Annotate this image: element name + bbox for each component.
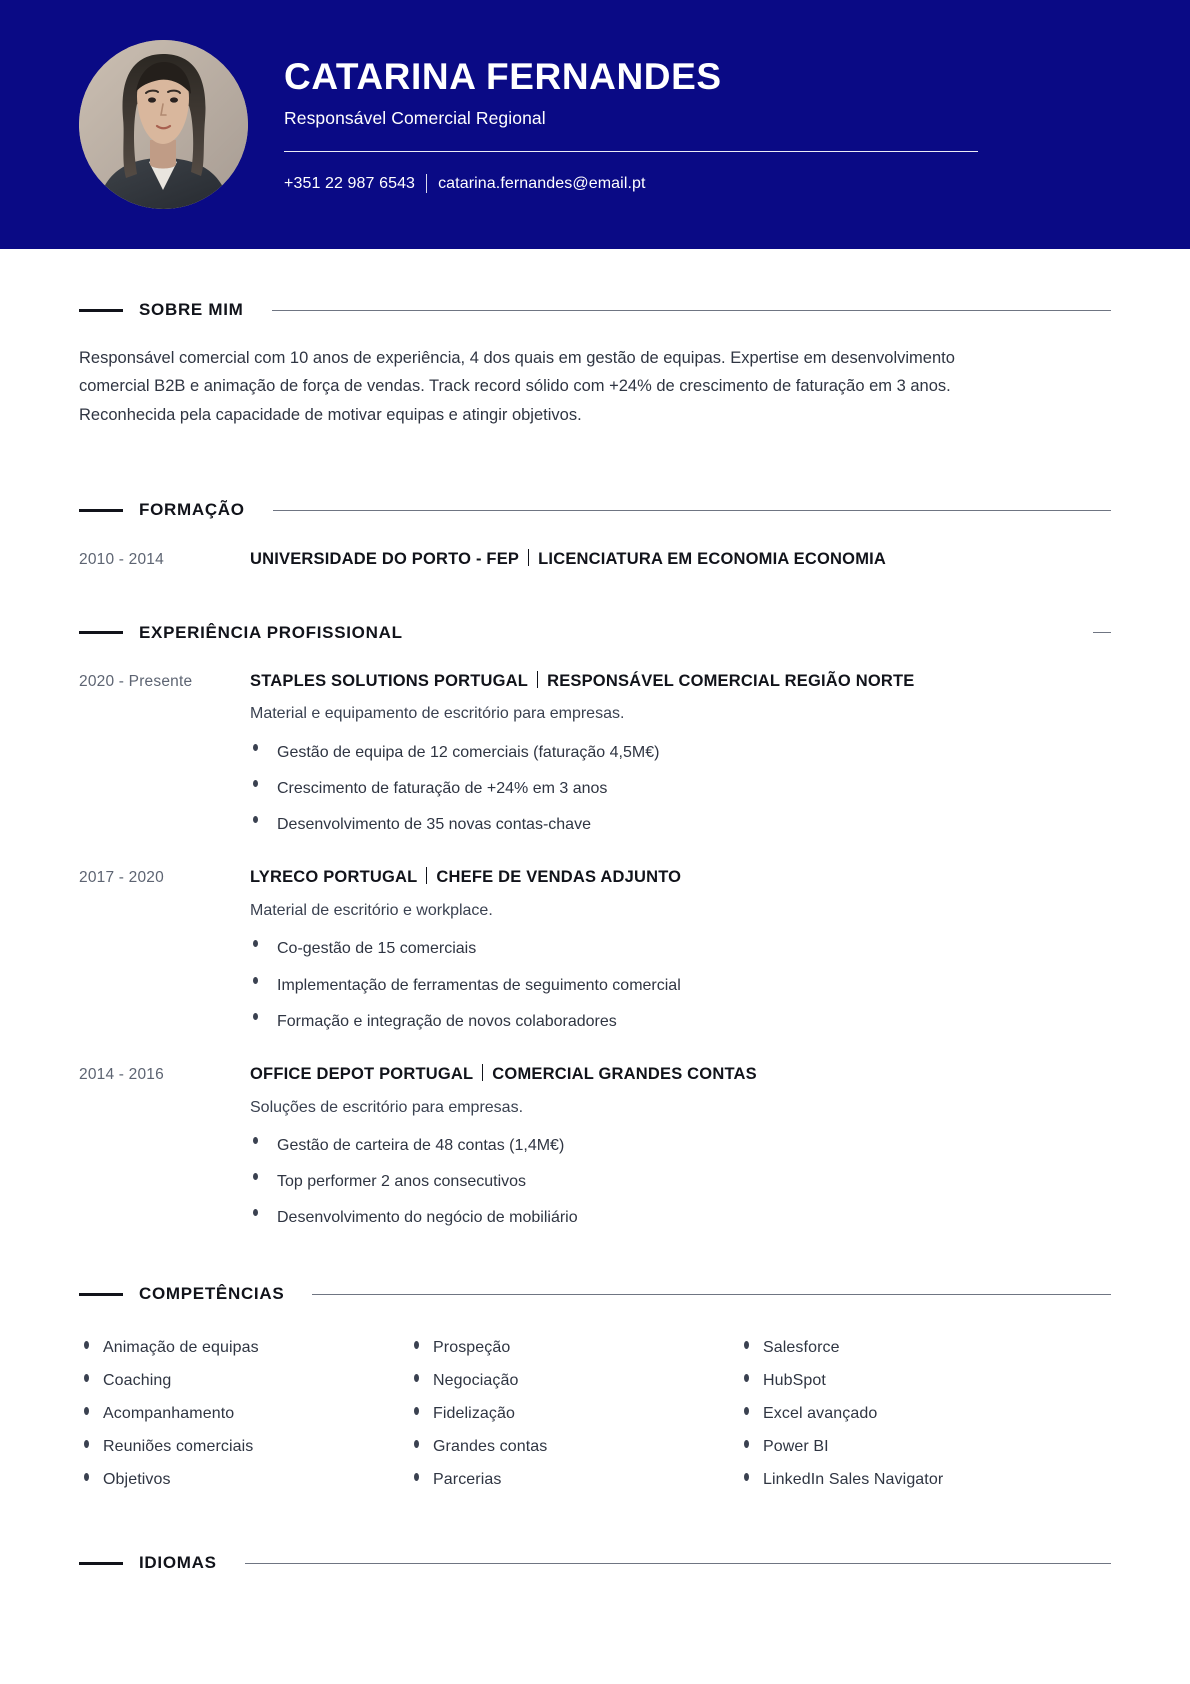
skill-label: Power BI	[763, 1438, 829, 1456]
skill-label: Fidelização	[433, 1405, 516, 1423]
resume-header	[0, 0, 1190, 249]
skill-item	[79, 1364, 409, 1397]
experience-detail	[250, 867, 1111, 1033]
section-header-education	[79, 499, 1111, 521]
experience-description: Material de escritório e workplace.	[250, 901, 493, 919]
title-separator	[528, 549, 529, 566]
section-rule	[273, 510, 1111, 511]
section-title-experience: EXPERIÊNCIA PROFISSIONAL	[139, 622, 403, 642]
contact-separator	[426, 174, 427, 193]
list-item	[250, 777, 1111, 800]
skill-label: Animação de equipas	[103, 1339, 259, 1357]
list-item	[250, 1010, 1111, 1033]
bullet-dot-icon	[414, 1440, 419, 1448]
bullet-dot-icon	[744, 1407, 749, 1415]
experience-date: 2014 - 2016	[79, 1065, 164, 1083]
job-title: Responsável Comercial Regional	[284, 108, 546, 129]
experience-title	[250, 671, 1111, 692]
skill-label: LinkedIn Sales Navigator	[763, 1471, 944, 1489]
bullet-dot-icon	[84, 1473, 89, 1481]
experience-entry	[79, 671, 1111, 837]
skill-item	[409, 1331, 739, 1364]
bullet-dot-icon	[253, 1209, 258, 1216]
section-skills	[79, 1283, 1111, 1496]
section-rule	[431, 632, 1111, 633]
education-date: 2010 - 2014	[79, 551, 164, 569]
experience-position: COMERCIAL GRANDES CONTAS	[492, 1064, 757, 1083]
contact-line	[284, 174, 1065, 193]
skill-item	[739, 1463, 1111, 1496]
bullet-dot-icon	[744, 1341, 749, 1349]
experience-position: CHEFE DE VENDAS ADJUNTO	[436, 868, 682, 887]
title-separator	[426, 867, 427, 884]
skill-label: Negociação	[433, 1372, 519, 1390]
section-title-languages: IDIOMAS	[139, 1553, 217, 1573]
about-text: Responsável comercial com 10 anos de experiência, 4 dos quais em gestão de equipas. Expertise em desenvolvimento comercial B2B e animação de força de vendas. Track record sólido com +24% de crescimento de faturação em 3 anos. Reconhecida pela capacidade de motivar equipas e atingir objetivos.	[79, 349, 955, 424]
experience-detail	[250, 1064, 1111, 1230]
skill-label: Grandes contas	[433, 1438, 548, 1456]
education-school: UNIVERSIDADE DO PORTO - FEP	[250, 550, 520, 569]
bullet-text: Top performer 2 anos consecutivos	[277, 1173, 527, 1191]
education-detail	[250, 549, 1111, 570]
bullet-dot-icon	[414, 1374, 419, 1382]
section-about	[79, 299, 1111, 429]
experience-date: 2020 - Presente	[79, 672, 193, 690]
bullet-dot-icon	[253, 780, 258, 787]
skill-label: Acompanhamento	[103, 1405, 235, 1423]
bullet-dot-icon	[253, 977, 258, 984]
skill-item	[739, 1397, 1111, 1430]
experience-date: 2017 - 2020	[79, 869, 164, 887]
header-text-block	[284, 56, 1190, 193]
experience-detail	[250, 671, 1111, 837]
skill-item	[409, 1430, 739, 1463]
list-item	[250, 1170, 1111, 1193]
list-item	[250, 813, 1111, 836]
section-title-education: FORMAÇÃO	[139, 500, 245, 520]
section-languages	[79, 1552, 1111, 1574]
section-education	[79, 499, 1111, 570]
skill-item	[79, 1397, 409, 1430]
skill-label: Excel avançado	[763, 1405, 878, 1423]
skill-item	[739, 1331, 1111, 1364]
section-dash-icon	[79, 1293, 123, 1296]
experience-position: RESPONSÁVEL COMERCIAL REGIÃO NORTE	[547, 671, 915, 690]
bullet-dot-icon	[744, 1440, 749, 1448]
bullet-dot-icon	[84, 1440, 89, 1448]
experience-company: STAPLES SOLUTIONS PORTUGAL	[250, 671, 529, 690]
education-entry	[79, 549, 1111, 570]
bullet-dot-icon	[253, 1137, 258, 1144]
list-item	[250, 937, 1111, 960]
skill-item	[409, 1364, 739, 1397]
title-separator	[537, 671, 538, 688]
bullet-dot-icon	[84, 1341, 89, 1349]
section-dash-icon	[79, 509, 123, 512]
title-separator	[482, 1064, 483, 1081]
section-header-experience	[79, 622, 1111, 644]
bullet-dot-icon	[253, 940, 258, 947]
skill-label: Reuniões comerciais	[103, 1438, 254, 1456]
education-title	[250, 549, 1111, 570]
skill-label: Salesforce	[763, 1339, 840, 1357]
skill-item	[409, 1397, 739, 1430]
bullet-text: Crescimento de faturação de +24% em 3 anos	[277, 779, 608, 797]
skill-label: HubSpot	[763, 1372, 826, 1390]
experience-title	[250, 1064, 1111, 1085]
section-header-languages	[79, 1552, 1111, 1574]
skill-item	[739, 1430, 1111, 1463]
page-title: CATARINA FERNANDES	[284, 55, 722, 97]
skill-label: Prospeção	[433, 1339, 511, 1357]
experience-entry	[79, 1064, 1111, 1230]
section-experience	[79, 622, 1111, 1230]
list-item	[250, 974, 1111, 997]
section-title-skills: COMPETÊNCIAS	[139, 1284, 285, 1304]
skill-label: Objetivos	[103, 1471, 171, 1489]
email-text: catarina.fernandes@email.pt	[438, 174, 646, 192]
phone-text: +351 22 987 6543	[284, 174, 416, 192]
header-divider	[284, 151, 978, 152]
bullet-dot-icon	[414, 1473, 419, 1481]
list-item	[250, 1134, 1111, 1157]
bullet-dot-icon	[253, 816, 258, 823]
list-item	[250, 1206, 1111, 1229]
skill-label: Parcerias	[433, 1471, 502, 1489]
section-rule	[272, 310, 1111, 311]
section-rule	[312, 1294, 1111, 1295]
bullet-dot-icon	[84, 1407, 89, 1415]
bullet-dot-icon	[744, 1473, 749, 1481]
list-item	[250, 741, 1111, 764]
bullet-text: Co-gestão de 15 comerciais	[277, 940, 477, 958]
bullet-text: Formação e integração de novos colaboradores	[277, 1012, 617, 1030]
bullet-text: Desenvolvimento do negócio de mobiliário	[277, 1209, 578, 1227]
experience-description: Soluções de escritório para empresas.	[250, 1098, 524, 1116]
skill-item	[739, 1364, 1111, 1397]
bullet-dot-icon	[414, 1407, 419, 1415]
education-degree: LICENCIATURA EM ECONOMIA ECONOMIA	[538, 550, 887, 569]
bullet-dot-icon	[253, 1013, 258, 1020]
section-dash-icon	[79, 631, 123, 634]
section-header-about	[79, 299, 1111, 321]
resume-body	[0, 299, 1190, 1574]
bullet-dot-icon	[414, 1341, 419, 1349]
bullet-text: Gestão de equipa de 12 comerciais (faturação 4,5M€)	[277, 743, 660, 761]
skill-item	[79, 1430, 409, 1463]
experience-title	[250, 867, 1111, 888]
bullet-text: Gestão de carteira de 48 contas (1,4M€)	[277, 1136, 565, 1154]
bullet-dot-icon	[744, 1374, 749, 1382]
experience-bullet-list	[250, 1134, 1111, 1230]
bullet-text: Implementação de ferramentas de seguimento comercial	[277, 976, 681, 994]
skill-label: Coaching	[103, 1372, 172, 1390]
experience-bullet-list	[250, 741, 1111, 837]
section-header-skills	[79, 1283, 1111, 1305]
skill-item	[409, 1463, 739, 1496]
section-title-about: SOBRE MIM	[139, 300, 244, 319]
bullet-dot-icon	[253, 744, 258, 751]
experience-company: OFFICE DEPOT PORTUGAL	[250, 1064, 474, 1083]
experience-entry	[79, 867, 1111, 1033]
experience-company: LYRECO PORTUGAL	[250, 868, 418, 887]
bullet-dot-icon	[253, 1173, 258, 1180]
section-dash-icon	[79, 1562, 123, 1565]
avatar	[79, 40, 248, 209]
experience-description: Material e equipamento de escritório para empresas.	[250, 705, 625, 723]
section-rule	[245, 1563, 1111, 1564]
bullet-text: Desenvolvimento de 35 novas contas-chave	[277, 816, 591, 834]
section-dash-icon	[79, 309, 123, 312]
bullet-dot-icon	[84, 1374, 89, 1382]
skill-item	[79, 1331, 409, 1364]
skills-grid	[79, 1331, 1111, 1496]
skill-item	[79, 1463, 409, 1496]
experience-bullet-list	[250, 937, 1111, 1033]
